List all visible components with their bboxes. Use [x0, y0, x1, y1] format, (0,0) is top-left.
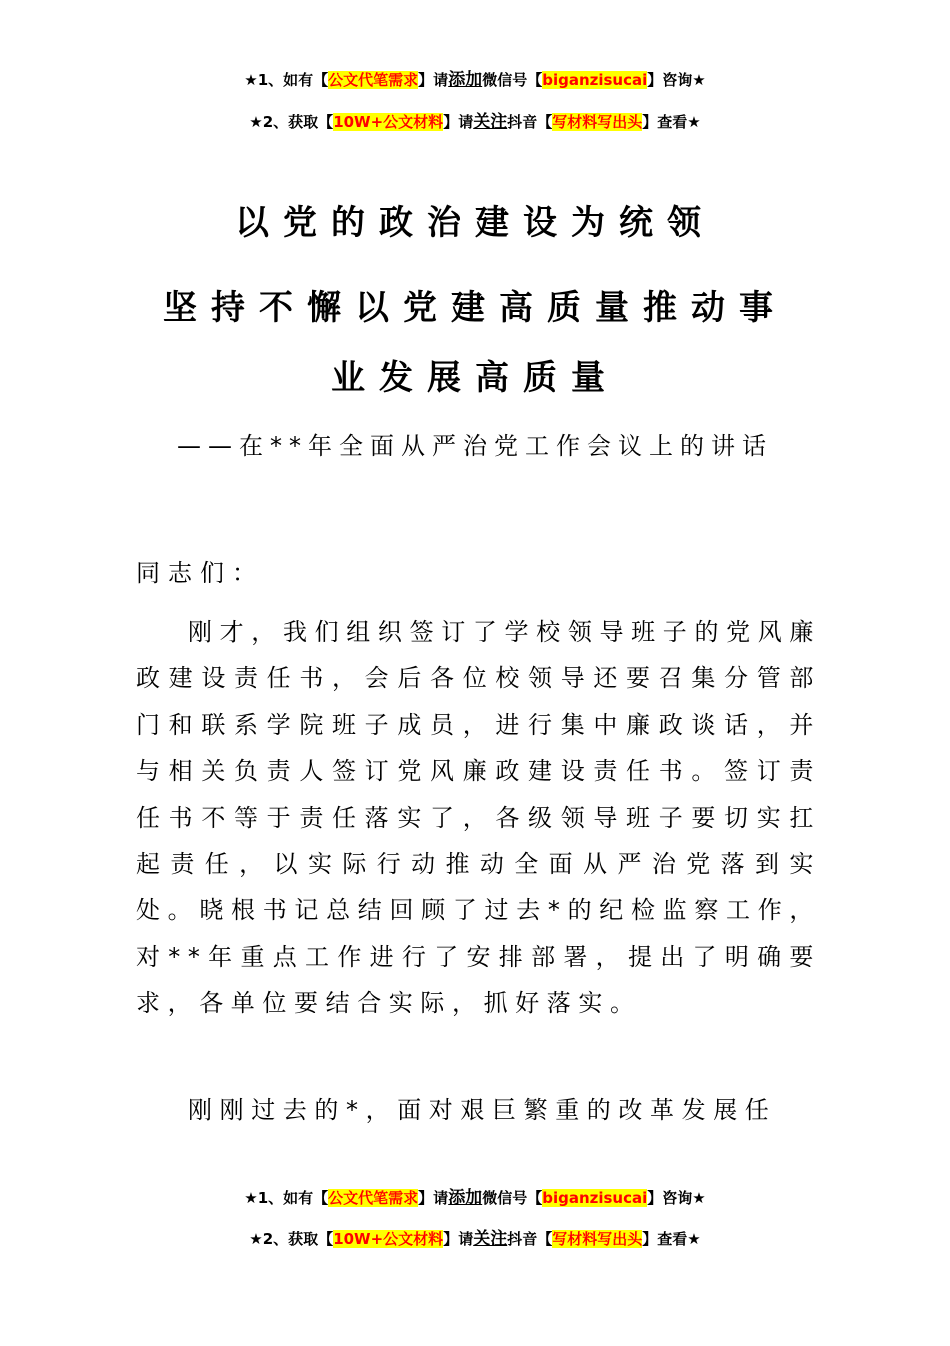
- header-banner-line-2: [0, 111, 950, 133]
- banner-highlight: 10W+公文材料: [333, 1230, 444, 1248]
- banner-emphasis: 添加: [448, 1188, 483, 1208]
- banner-text: 】查看★: [642, 1230, 701, 1248]
- banner-highlight: 10W+公文材料: [333, 113, 444, 131]
- banner-text: 】咨询★: [647, 71, 706, 89]
- footer-banner-line-1: [0, 1187, 950, 1209]
- banner-emphasis: 关注: [473, 112, 508, 132]
- document-title-line-2: 坚持不懈以党建高质量推动事: [163, 288, 787, 328]
- banner-douyin-id: 写材料写出头: [552, 113, 643, 131]
- banner-wechat-id: biganzisucai: [542, 71, 648, 89]
- banner-text: 】请: [418, 71, 449, 89]
- document-title-line-1: 以党的政治建设为统领: [235, 203, 715, 243]
- banner-text: ★2、获取【: [249, 113, 334, 131]
- banner-text: 】查看★: [642, 113, 701, 131]
- banner-text: 抖音【: [507, 113, 553, 131]
- body-paragraph-1: 刚才，我们组织签订了学校领导班子的党风廉政建设责任书，会后各位校领导还要召集分管部门和联系学院班子成员，进行集中廉政谈话，并与相关负责人签订党风廉政建设责任书。签订责任书不等于责任落实了，各级领导班子要切实扛起责任，以实际行动推动全面从严治党落到实处。晓根书记总结回顾了过去*的纪检监察工作，对**年重点工作进行了安排部署，提出了明确要求，各单位要结合实际，抓好落实。: [136, 618, 821, 1018]
- banner-emphasis: 添加: [448, 70, 483, 90]
- banner-text: 抖音【: [507, 1230, 553, 1248]
- greeting: 同志们：: [136, 559, 264, 587]
- footer-banner-line-2: [0, 1228, 950, 1250]
- header-banner-line-1: [0, 69, 950, 91]
- document-title-line-3: 业发展高质量: [331, 358, 619, 398]
- banner-text: 微信号【: [482, 1189, 543, 1207]
- banner-text: 】请: [443, 1230, 474, 1248]
- banner-text: ★1、如有【: [244, 1189, 329, 1207]
- banner-text: 】请: [443, 113, 474, 131]
- banner-text: 】咨询★: [647, 1189, 706, 1207]
- banner-douyin-id: 写材料写出头: [552, 1230, 643, 1248]
- banner-text: ★2、获取【: [249, 1230, 334, 1248]
- banner-text: ★1、如有【: [244, 71, 329, 89]
- banner-highlight: 公文代笔需求: [328, 71, 419, 89]
- banner-wechat-id: biganzisucai: [542, 1189, 648, 1207]
- document-subtitle: ——在**年全面从严治党工作会议上的讲话: [177, 432, 773, 460]
- banner-text: 】请: [418, 1189, 449, 1207]
- banner-emphasis: 关注: [473, 1229, 508, 1249]
- banner-highlight: 公文代笔需求: [328, 1189, 419, 1207]
- banner-text: 微信号【: [482, 71, 543, 89]
- body-paragraph-2: 刚刚过去的*，面对艰巨繁重的改革发展任: [188, 1096, 777, 1124]
